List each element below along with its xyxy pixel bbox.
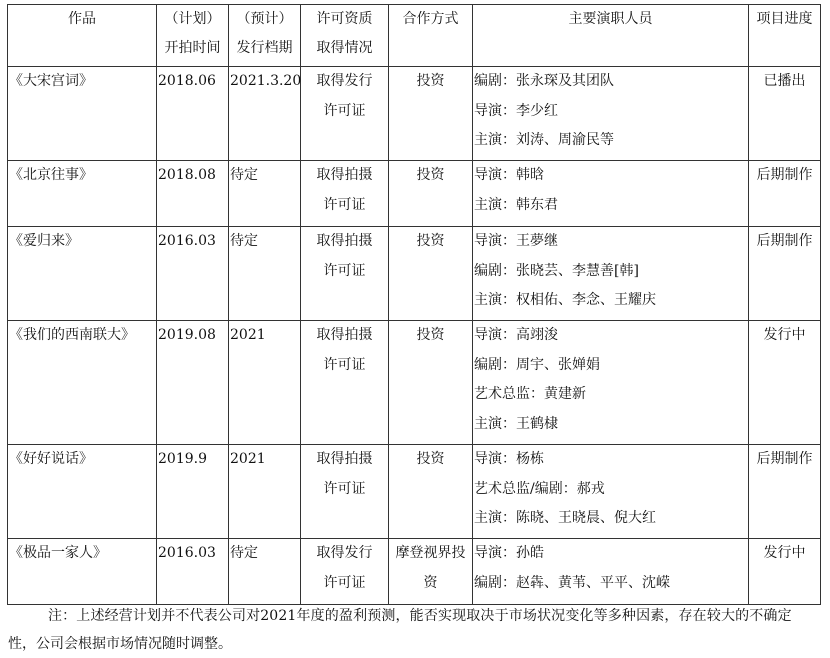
cell-staff: 导演：杨栋 艺术总监/编剧：郝戎 主演：陈晓、王晓晨、倪大红 <box>473 445 749 539</box>
cell-cooperation: 投资 <box>389 321 473 445</box>
table-row <box>8 67 821 161</box>
cell-shoot-time: 2016.03 <box>157 539 229 605</box>
cell-release: 待定 <box>229 227 301 321</box>
cell-release: 2021 <box>229 321 301 445</box>
cell-progress: 已播出 <box>749 67 821 161</box>
cell-staff: 导演：孙皓 编剧：赵犇、黄苇、平平、沈嵘 <box>473 539 749 605</box>
header-staff: 主要演职人员 <box>473 5 749 67</box>
cell-staff: 导演：韩晗 主演：韩东君 <box>473 161 749 227</box>
cell-cooperation: 摩登视界投 资 <box>389 539 473 605</box>
cell-work: 《我们的西南联大》 <box>8 321 157 445</box>
cell-license: 取得发行 许可证 <box>301 67 389 161</box>
cell-progress: 后期制作 <box>749 227 821 321</box>
cell-release: 待定 <box>229 161 301 227</box>
header-license: 许可资质 取得情况 <box>301 5 389 67</box>
cell-license: 取得拍摄 许可证 <box>301 321 389 445</box>
cell-release: 待定 <box>229 539 301 605</box>
cell-release: 2021.3.20 <box>229 67 301 161</box>
header-cooperation: 合作方式 <box>389 5 473 67</box>
cell-shoot-time: 2018.08 <box>157 161 229 227</box>
cell-shoot-time: 2018.06 <box>157 67 229 161</box>
cell-cooperation: 投资 <box>389 161 473 227</box>
header-progress: 项目进度 <box>749 5 821 67</box>
cell-progress: 后期制作 <box>749 445 821 539</box>
table-row <box>8 321 821 445</box>
cell-shoot-time: 2019.08 <box>157 321 229 445</box>
cell-staff: 导演：高翊浚 编剧：周宇、张婵娟 艺术总监：黄建新 主演：王鹤棣 <box>473 321 749 445</box>
cell-license: 取得发行 许可证 <box>301 539 389 605</box>
header-release: （预计） 发行档期 <box>229 5 301 67</box>
header-row <box>8 5 821 67</box>
cell-cooperation: 投资 <box>389 67 473 161</box>
cell-work: 《好好说话》 <box>8 445 157 539</box>
cell-cooperation: 投资 <box>389 445 473 539</box>
cell-work: 《极品一家人》 <box>8 539 157 605</box>
cell-shoot-time: 2019.9 <box>157 445 229 539</box>
cell-work: 《大宋宫词》 <box>8 67 157 161</box>
cell-staff: 编剧：张永琛及其团队 导演：李少红 主演：刘涛、周渝民等 <box>473 67 749 161</box>
cell-staff: 导演：王夢继 编剧：张晓芸、李慧善[韩] 主演：权相佑、李念、王耀庆 <box>473 227 749 321</box>
cell-shoot-time: 2016.03 <box>157 227 229 321</box>
footnote-line-2: 性，公司会根据市场情况随时调整。 <box>8 636 232 652</box>
table-row <box>8 227 821 321</box>
cell-release: 2021 <box>229 445 301 539</box>
cell-progress: 后期制作 <box>749 161 821 227</box>
cell-license: 取得拍摄 许可证 <box>301 161 389 227</box>
table-row <box>8 539 821 605</box>
project-table <box>7 4 821 605</box>
cell-progress: 发行中 <box>749 321 821 445</box>
cell-work: 《北京往事》 <box>8 161 157 227</box>
table-row <box>8 445 821 539</box>
cell-cooperation: 投资 <box>389 227 473 321</box>
cell-work: 《爱归来》 <box>8 227 157 321</box>
header-work: 作品 <box>8 5 157 67</box>
table-row <box>8 161 821 227</box>
cell-progress: 发行中 <box>749 539 821 605</box>
footnote-line-1: 注：上述经营计划并不代表公司对2021年度的盈利预测，能否实现取决于市场状况变化等多种因素，存在较大的不确定 <box>48 608 792 624</box>
header-shoot-time: （计划） 开拍时间 <box>157 5 229 67</box>
footnote <box>8 602 820 658</box>
cell-license: 取得拍摄 许可证 <box>301 227 389 321</box>
cell-license: 取得拍摄 许可证 <box>301 445 389 539</box>
